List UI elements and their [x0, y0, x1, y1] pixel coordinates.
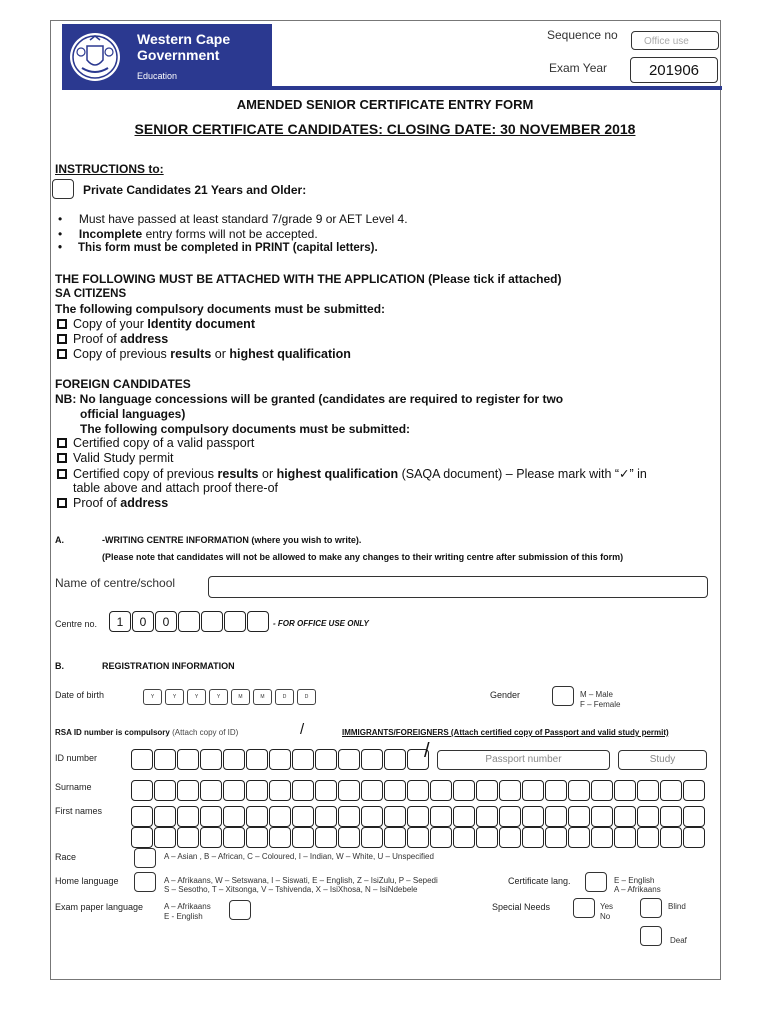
surname-cell[interactable]	[200, 780, 222, 801]
logo-text-line3: Education	[137, 71, 178, 81]
dob-cell[interactable]: M	[231, 689, 250, 705]
gender-label: Gender	[490, 690, 521, 700]
sequence-label: Sequence no	[547, 28, 618, 42]
surname-cell[interactable]	[683, 780, 705, 801]
foreign-item-results	[57, 466, 647, 481]
surname-cell[interactable]	[522, 780, 544, 801]
attach-heading: THE FOLLOWING MUST BE ATTACHED WITH THE APPLICATION (Please tick if attached)	[55, 272, 562, 286]
centre-no-cell[interactable]: 1	[109, 611, 131, 632]
dob-label: Date of birth	[55, 690, 105, 700]
sa-item-results-bold2: highest qualification	[229, 347, 351, 361]
section-a-heading: -WRITING CENTRE INFORMATION (where you wish to write).	[102, 535, 362, 545]
sa-address-checkbox[interactable]	[57, 334, 67, 344]
surname-cell[interactable]	[545, 780, 567, 801]
id-slash: /	[424, 740, 430, 762]
first-name-cell[interactable]	[338, 827, 360, 848]
nb-line2: official languages)	[80, 407, 186, 421]
sa-item-address-bold: address	[120, 332, 169, 346]
bullet-1: • Must have passed at least standard 7/grade 9 or AET Level 4.	[58, 212, 408, 226]
foreign-results-pre: Certified copy of previous	[73, 467, 218, 481]
passport-number-input[interactable]: Passport number	[437, 750, 610, 770]
first-name-cell[interactable]	[660, 827, 682, 848]
foreign-results-line2: table above and attach proof there-of	[73, 481, 279, 495]
permit-checkbox[interactable]	[57, 453, 67, 463]
special-needs-input[interactable]	[573, 898, 595, 918]
home-language-input[interactable]	[134, 872, 156, 892]
id-number-cell[interactable]	[154, 749, 176, 770]
first-names-row1-cells	[131, 806, 706, 827]
nb-line1: NB: No language concessions will be granted (candidates are required to register for two	[55, 392, 564, 406]
first-name-cell[interactable]	[476, 827, 498, 848]
surname-cell[interactable]	[499, 780, 521, 801]
centre-name-input[interactable]	[208, 576, 708, 598]
cert-language-label: Certificate lang.	[508, 876, 571, 886]
sa-id-checkbox[interactable]	[57, 319, 67, 329]
wcg-logo	[62, 24, 272, 90]
id-number-cell[interactable]	[223, 749, 245, 770]
first-name-cell[interactable]	[338, 806, 360, 827]
id-number-cell[interactable]	[177, 749, 199, 770]
surname-label: Surname	[55, 782, 92, 792]
dob-cell[interactable]: Y	[165, 689, 184, 705]
surname-cell[interactable]	[154, 780, 176, 801]
foreign-results-mid: or	[258, 467, 277, 481]
gender-male: M – Male	[580, 690, 613, 699]
first-name-cell[interactable]	[407, 806, 429, 827]
coat-of-arms-icon	[68, 30, 122, 84]
surname-cell[interactable]	[614, 780, 636, 801]
sa-item-id	[57, 317, 255, 331]
sa-citizens-heading: SA CITIZENS	[55, 288, 127, 300]
first-names-label: First names	[55, 806, 103, 816]
home-language-label: Home language	[55, 876, 119, 886]
office-use-only: - FOR OFFICE USE ONLY	[273, 619, 369, 628]
first-name-cell[interactable]	[361, 806, 383, 827]
surname-cell[interactable]	[407, 780, 429, 801]
dob-cell[interactable]: Y	[187, 689, 206, 705]
race-input[interactable]	[134, 848, 156, 868]
id-number-cell[interactable]	[338, 749, 360, 770]
logo-text-line2: Government	[137, 47, 220, 63]
foreign-item-passport-text: Certified copy of a valid passport	[73, 436, 255, 450]
surname-cell[interactable]	[361, 780, 383, 801]
first-name-cell[interactable]	[131, 806, 153, 827]
foreign-address-text: Proof of	[73, 496, 121, 510]
first-name-cell[interactable]	[522, 827, 544, 848]
dob-cell[interactable]: D	[297, 689, 316, 705]
sa-item-results-mid: or	[211, 347, 230, 361]
exam-paper-a: A – Afrikaans	[164, 902, 211, 911]
surname-cells	[131, 780, 706, 801]
dob-cells	[143, 689, 319, 705]
immigrants-note: IMMIGRANTS/FOREIGNERS (Attach certified copy of Passport and valid study permit)	[342, 728, 669, 737]
cert-language-e: E – English	[614, 876, 655, 885]
surname-cell[interactable]	[131, 780, 153, 801]
id-number-cell[interactable]	[269, 749, 291, 770]
cert-language-a: A – Afrikaans	[614, 885, 661, 894]
first-name-cell[interactable]	[154, 827, 176, 848]
sa-item-results-text: Copy of previous	[73, 347, 171, 361]
first-name-cell[interactable]	[430, 806, 452, 827]
first-name-cell[interactable]	[499, 806, 521, 827]
dob-cell[interactable]: Y	[209, 689, 228, 705]
id-number-cell[interactable]	[246, 749, 268, 770]
rsa-id-note	[55, 728, 238, 737]
section-a-note: (Please note that candidates will not be allowed to make any changes to their writing centre after submission of this form)	[102, 552, 624, 562]
sa-item-id-text: Copy of your	[73, 317, 148, 331]
first-name-cell[interactable]	[223, 827, 245, 848]
sa-item-address-text: Proof of	[73, 332, 121, 346]
sa-item-id-bold: Identity document	[147, 317, 255, 331]
first-name-cell[interactable]	[269, 806, 291, 827]
first-name-cell[interactable]	[131, 827, 153, 848]
foreign-results-checkbox[interactable]	[57, 469, 67, 479]
surname-cell[interactable]	[453, 780, 475, 801]
race-label: Race	[55, 852, 77, 862]
id-number-label: ID number	[55, 753, 98, 763]
exam-year-label: Exam Year	[549, 61, 608, 75]
dob-cell[interactable]: M	[253, 689, 272, 705]
id-number-cell[interactable]	[200, 749, 222, 770]
section-a-letter: A.	[55, 535, 64, 545]
bullet-2: • Incomplete entry forms will not be accepted.	[58, 227, 318, 241]
foreign-heading: FOREIGN CANDIDATES	[55, 377, 191, 391]
passport-checkbox[interactable]	[57, 438, 67, 448]
first-name-cell[interactable]	[246, 827, 268, 848]
centre-no-cell[interactable]: 0	[132, 611, 154, 632]
first-name-cell[interactable]	[384, 827, 406, 848]
first-name-cell[interactable]	[453, 827, 475, 848]
centre-no-cell[interactable]: 0	[155, 611, 177, 632]
surname-cell[interactable]	[568, 780, 590, 801]
foreign-address-checkbox[interactable]	[57, 498, 67, 508]
surname-cell[interactable]	[660, 780, 682, 801]
first-name-cell[interactable]	[637, 827, 659, 848]
sa-item-results-bold1: results	[170, 347, 212, 361]
id-number-cells	[131, 749, 430, 770]
bullet-1-text: Must have passed at least standard 7/grade 9 or AET Level 4.	[78, 212, 408, 226]
special-needs-no: No	[600, 912, 611, 921]
deaf-label: Deaf	[670, 936, 687, 945]
surname-cell[interactable]	[476, 780, 498, 801]
form-title: AMENDED SENIOR CERTIFICATE ENTRY FORM	[236, 97, 534, 112]
logo-text-line1: Western Cape	[137, 31, 231, 47]
first-name-cell[interactable]	[407, 827, 429, 848]
first-name-cell[interactable]	[361, 827, 383, 848]
private-candidates-checkbox[interactable]	[52, 179, 74, 199]
foreign-item-passport	[57, 436, 254, 450]
foreign-item-address	[57, 496, 168, 510]
cert-language-input[interactable]	[585, 872, 607, 892]
bullet-3-text: This form must be completed in PRINT (capital letters).	[78, 242, 378, 254]
first-name-cell[interactable]	[246, 806, 268, 827]
first-name-cell[interactable]	[292, 806, 314, 827]
id-number-cell[interactable]	[292, 749, 314, 770]
special-needs-label: Special Needs	[492, 902, 551, 912]
nb-line3: The following compulsory documents must be submitted:	[80, 422, 411, 436]
sequence-field[interactable]: Office use	[631, 31, 719, 50]
divider-slash: /	[300, 721, 305, 738]
first-name-cell[interactable]	[545, 806, 567, 827]
centre-no-cell[interactable]	[201, 611, 223, 632]
special-needs-yes: Yes	[600, 902, 614, 911]
gender-female: F – Female	[580, 700, 621, 709]
id-number-cell[interactable]	[131, 749, 153, 770]
foreign-item-permit-text: Valid Study permit	[73, 451, 174, 465]
first-name-cell[interactable]	[269, 827, 291, 848]
centre-name-label: Name of centre/school	[55, 576, 176, 590]
gender-input[interactable]	[552, 686, 574, 706]
first-name-cell[interactable]	[591, 827, 613, 848]
first-name-cell[interactable]	[177, 827, 199, 848]
bullet-3: • This form must be completed in PRINT (capital letters).	[58, 242, 378, 254]
first-name-cell[interactable]	[683, 806, 705, 827]
foreign-address-bold: address	[120, 496, 169, 510]
form-subtitle: SENIOR CERTIFICATE CANDIDATES: CLOSING DATE: 30 NOVEMBER 2018	[134, 121, 636, 137]
id-number-cell[interactable]	[315, 749, 337, 770]
surname-cell[interactable]	[430, 780, 452, 801]
first-name-cell[interactable]	[660, 806, 682, 827]
first-name-cell[interactable]	[568, 827, 590, 848]
first-name-cell[interactable]	[177, 806, 199, 827]
foreign-results-bold1: results	[217, 467, 259, 481]
first-name-cell[interactable]	[637, 806, 659, 827]
first-name-cell[interactable]	[614, 827, 636, 848]
foreign-results-bold2: highest qualification	[276, 467, 399, 481]
centre-no-label: Centre no.	[55, 619, 98, 629]
race-options: A – Asian , B – African, C – Coloured, I – Indian, W – White, U – Unspecified	[164, 852, 434, 861]
surname-cell[interactable]	[591, 780, 613, 801]
first-name-cell[interactable]	[453, 806, 475, 827]
centre-no-cell[interactable]	[224, 611, 246, 632]
rsa-id-bold: RSA ID number is compulsory	[55, 728, 170, 737]
section-b-letter: B.	[55, 661, 64, 671]
id-number-cell[interactable]	[361, 749, 383, 770]
bullet-2-text: entry forms will not be accepted.	[142, 227, 318, 241]
blind-label: Blind	[668, 902, 686, 911]
foreign-item-permit	[57, 451, 174, 465]
foreign-results-post: (SAQA document) – Please mark with “✓” in	[398, 467, 647, 481]
surname-cell[interactable]	[223, 780, 245, 801]
first-name-cell[interactable]	[315, 827, 337, 848]
sa-subheading: The following compulsory documents must be submitted:	[55, 302, 386, 316]
centre-no-cells	[109, 611, 270, 632]
first-name-cell[interactable]	[200, 827, 222, 848]
sa-results-checkbox[interactable]	[57, 349, 67, 359]
first-name-cell[interactable]	[568, 806, 590, 827]
first-name-cell[interactable]	[545, 827, 567, 848]
first-name-cell[interactable]	[315, 806, 337, 827]
surname-cell[interactable]	[269, 780, 291, 801]
sa-item-results	[57, 347, 351, 361]
first-name-cell[interactable]	[223, 806, 245, 827]
first-name-cell[interactable]	[476, 806, 498, 827]
first-name-cell[interactable]	[292, 827, 314, 848]
surname-cell[interactable]	[246, 780, 268, 801]
surname-cell[interactable]	[315, 780, 337, 801]
surname-cell[interactable]	[384, 780, 406, 801]
home-language-options-1: A – Afrikaans, W – Setswana, I – Siswati, E – English, Z – IsiZulu, P – Sepedi	[164, 876, 438, 885]
surname-cell[interactable]	[338, 780, 360, 801]
first-name-cell[interactable]	[384, 806, 406, 827]
exam-paper-language-label: Exam paper language	[55, 902, 144, 912]
surname-cell[interactable]	[177, 780, 199, 801]
first-name-cell[interactable]	[154, 806, 176, 827]
deaf-input[interactable]	[640, 926, 662, 946]
dob-cell[interactable]: Y	[143, 689, 162, 705]
first-name-cell[interactable]	[614, 806, 636, 827]
id-number-cell[interactable]	[384, 749, 406, 770]
study-permit-input[interactable]: Study	[618, 750, 707, 770]
bullet-2-bold: Incomplete	[78, 227, 143, 241]
first-names-row2-cells	[131, 827, 706, 848]
home-language-options-2: S – Sesotho, T – Xitsonga, V – Tshivenda, X – IsiXhosa, N – IsiNdebele	[164, 885, 418, 894]
surname-cell[interactable]	[292, 780, 314, 801]
exam-paper-e: E - English	[164, 912, 203, 921]
instructions-heading: INSTRUCTIONS to:	[55, 162, 164, 176]
first-name-cell[interactable]	[499, 827, 521, 848]
first-name-cell[interactable]	[683, 827, 705, 848]
private-candidates-label: Private Candidates 21 Years and Older:	[83, 183, 307, 197]
centre-no-cell[interactable]	[178, 611, 200, 632]
header-bar	[272, 86, 722, 90]
centre-no-cell[interactable]	[247, 611, 269, 632]
rsa-id-rest: (Attach copy of ID)	[169, 728, 239, 737]
sa-item-address	[57, 332, 168, 346]
exam-year-field[interactable]: 201906	[630, 57, 718, 83]
first-name-cell[interactable]	[430, 827, 452, 848]
section-b-heading: REGISTRATION INFORMATION	[102, 661, 235, 671]
blind-input[interactable]	[640, 898, 662, 918]
exam-paper-language-input[interactable]	[229, 900, 251, 920]
surname-cell[interactable]	[637, 780, 659, 801]
first-name-cell[interactable]	[591, 806, 613, 827]
dob-cell[interactable]: D	[275, 689, 294, 705]
first-name-cell[interactable]	[522, 806, 544, 827]
first-name-cell[interactable]	[200, 806, 222, 827]
